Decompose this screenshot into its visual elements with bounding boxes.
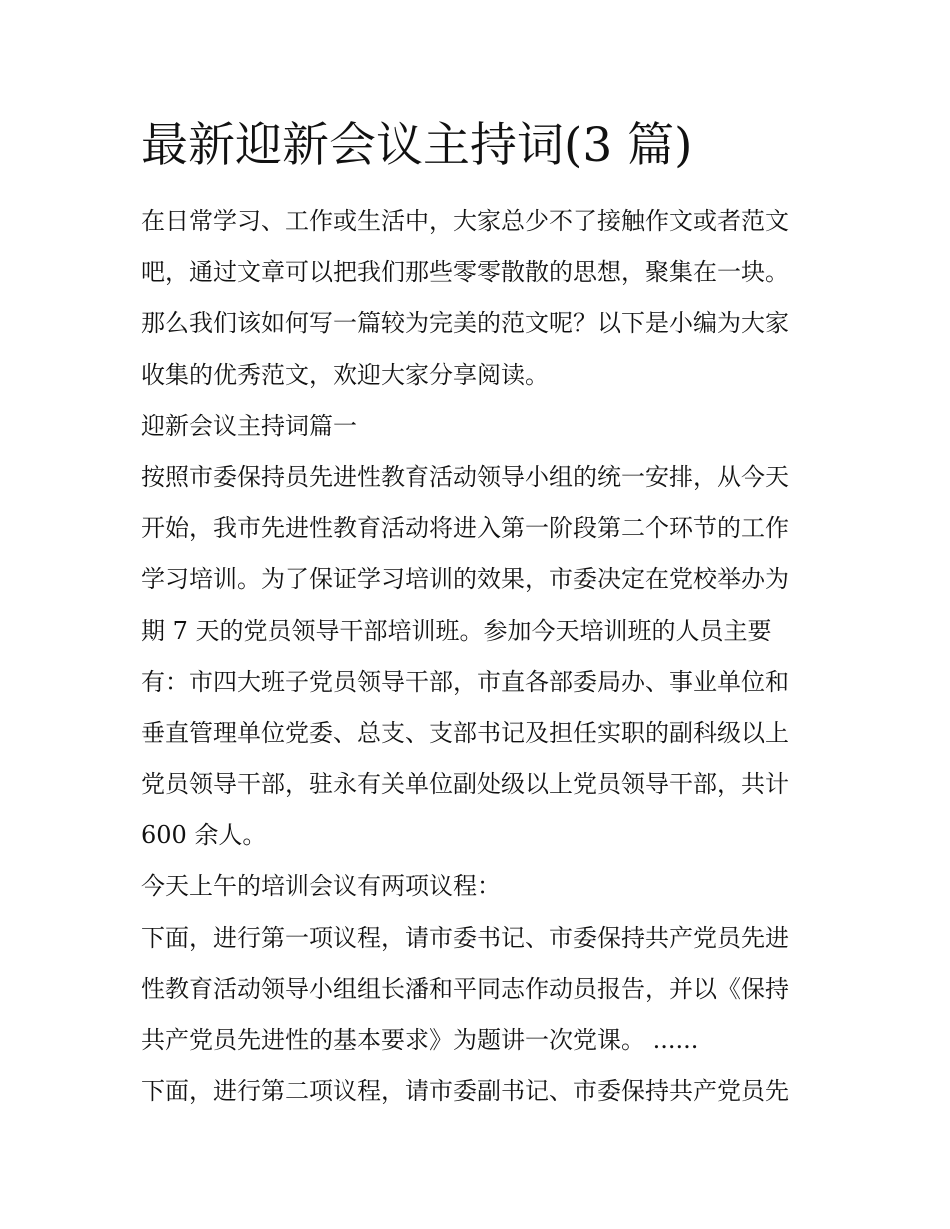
text-line-item2-1: 下面，进行第二项议程，请市委副书记、市委保持共产党员先 [141, 1077, 789, 1106]
text-line-agenda: 今天上午的培训会议有两项议程： [141, 872, 501, 901]
text-line-item1-3: 共产党员先进性的基本要求》为题讲一次党课。 ...... [141, 1026, 699, 1054]
text-line-para1-7: 党员领导干部，驻永有关单位副处级以上党员领导干部，共计 [141, 770, 789, 799]
text-line-para1-6: 垂直管理单位党委、总支、支部书记及担任实职的副科级以上 [141, 718, 789, 747]
document-title: 最新迎新会议主持词(3 篇) [141, 118, 693, 173]
text-line-item1-2: 性教育活动领导小组组长潘和平同志作动员报告，并以《保持 [141, 974, 789, 1003]
text-line-intro-4: 收集的优秀范文，欢迎大家分享阅读。 [141, 360, 549, 389]
text-line-para1-1: 按照市委保持员先进性教育活动领导小组的统一安排，从今天 [141, 462, 789, 491]
document-body [141, 196, 831, 1117]
text-line-item1-1: 下面，进行第一项议程，请市委书记、市委保持共产党员先进 [141, 923, 789, 952]
text-line-para1-8: 600 余人。 [141, 821, 267, 850]
section-heading: 迎新会议主持词篇一 [141, 411, 357, 440]
text-line-para1-5: 有：市四大班子党员领导干部，市直各部委局办、事业单位和 [141, 667, 789, 696]
text-line-para1-3: 学习培训。为了保证学习培训的效果，市委决定在党校举办为 [141, 565, 789, 594]
text-line-intro-2: 吧，通过文章可以把我们那些零零散散的思想，聚集在一块。 [141, 258, 789, 287]
text-line-para1-2: 开始，我市先进性教育活动将进入第一阶段第二个环节的工作 [141, 514, 789, 543]
text-line-intro-3: 那么我们该如何写一篇较为完美的范文呢？以下是小编为大家 [141, 309, 789, 338]
text-line-para1-4: 期 7 天的党员领导干部培训班。参加今天培训班的人员主要 [141, 616, 772, 645]
text-line-intro-1: 在日常学习、工作或生活中，大家总少不了接触作文或者范文 [141, 207, 789, 235]
